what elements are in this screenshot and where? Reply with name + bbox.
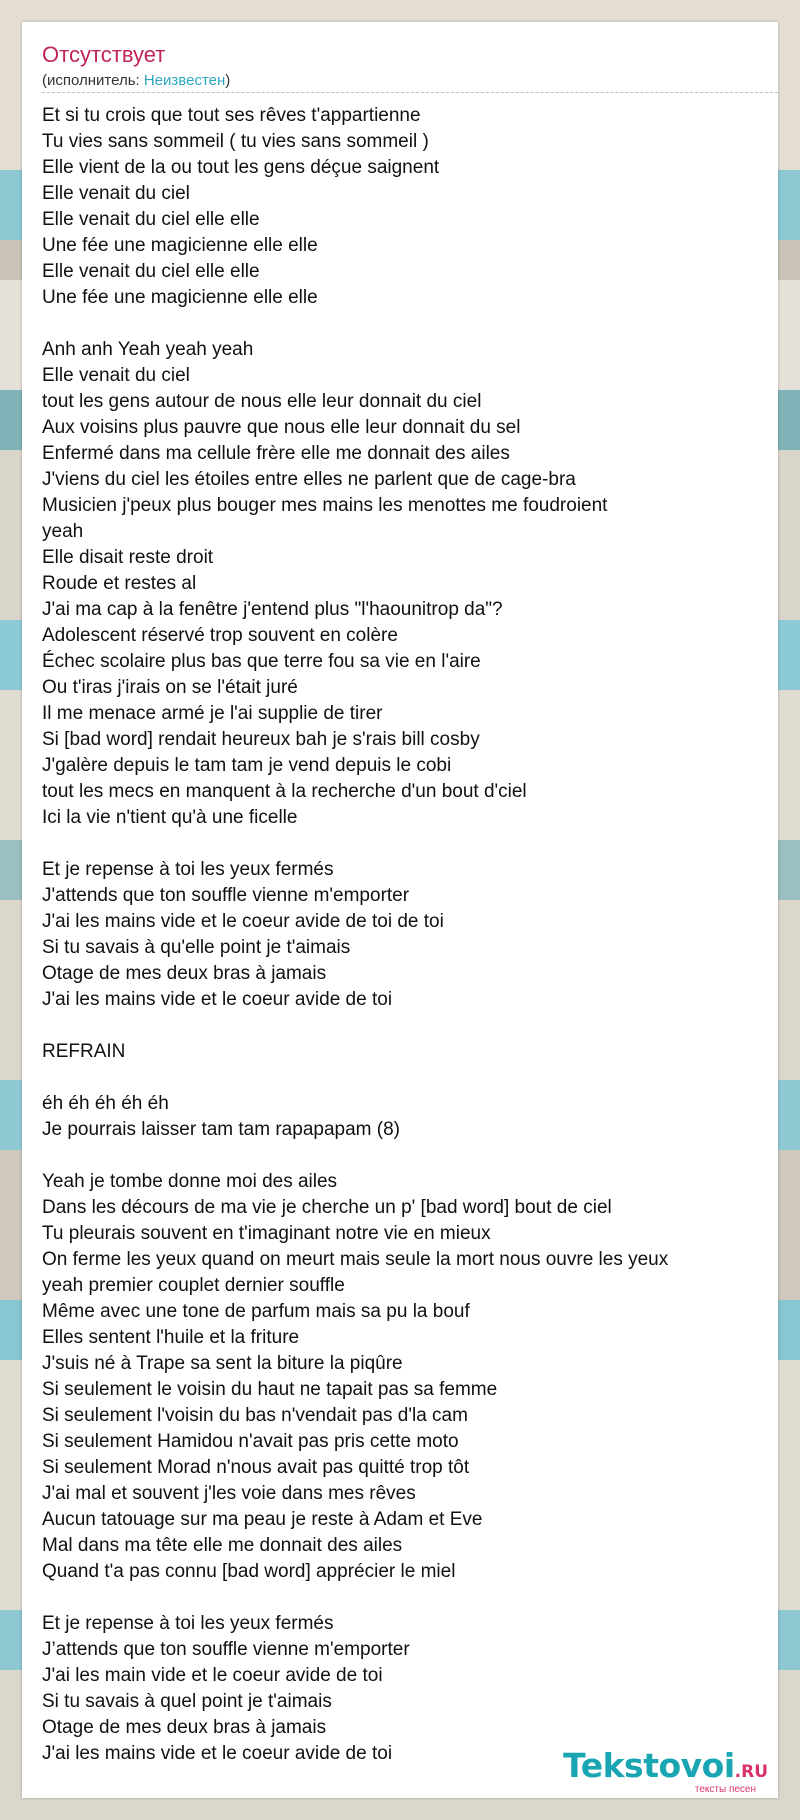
performer-suffix: ) (225, 72, 231, 89)
lyric-line: Aux voisins plus pauvre que nous elle leur donnait du sel (42, 417, 521, 438)
lyric-blank-line (42, 311, 782, 337)
lyric-line: Si seulement l'voisin du bas n'vendait pas d'la cam (42, 1405, 468, 1426)
logo-tld: .RU (734, 1762, 768, 1782)
lyric-line: Adolescent réservé trop souvent en colère (42, 625, 398, 646)
lyric-line: Je pourrais laisser tam tam rapapapam (8) (42, 1119, 400, 1140)
lyric-line: Si tu savais à qu'elle point je t'aimais (42, 937, 351, 958)
lyric-line: yeah premier couplet dernier souffle (42, 1275, 345, 1296)
lyric-line: Roude et restes al (42, 573, 197, 594)
title-divider (42, 92, 778, 93)
song-title: Отсутствует (42, 42, 166, 67)
lyric-line: J'ai les mains vide et le coeur avide de toi (42, 989, 393, 1010)
lyric-line: J'ai les mains vide et le coeur avide de toi de toi (42, 911, 444, 932)
lyric-blank-line (42, 1143, 782, 1169)
lyric-line: Si tu savais à quel point je t'aimais (42, 1691, 332, 1712)
lyric-line: Une fée une magicienne elle elle (42, 235, 318, 256)
lyrics-card (22, 22, 778, 1798)
lyric-line: Aucun tatouage sur ma peau je reste à Adam et Eve (42, 1509, 483, 1530)
site-logo[interactable] (563, 1746, 768, 1798)
lyric-line: Et je repense à toi les yeux fermés (42, 1613, 334, 1634)
lyric-line: Tu vies sans sommeil ( tu vies sans sommeil ) (42, 131, 429, 152)
lyric-line: Ici la vie n'tient qu'à une ficelle (42, 807, 298, 828)
lyric-blank-line (42, 1013, 782, 1039)
lyric-line: Si [bad word] rendait heureux bah je s'rais bill cosby (42, 729, 480, 750)
lyric-line: Et si tu crois que tout ses rêves t'appartienne (42, 105, 421, 126)
lyric-line: On ferme les yeux quand on meurt mais seule la mort nous ouvre les yeux (42, 1249, 669, 1270)
logo-name: Tekstovoi (563, 1746, 735, 1785)
lyric-line: Si seulement Morad n'nous avait pas quitté trop tôt (42, 1457, 470, 1478)
lyric-blank-line (42, 831, 782, 857)
performer-line (42, 72, 230, 90)
lyric-line: J'ai les main vide et le coeur avide de toi (42, 1665, 383, 1686)
lyric-line: éh éh éh éh éh (42, 1093, 169, 1114)
lyric-line: tout les gens autour de nous elle leur donnait du ciel (42, 391, 482, 412)
lyric-line: REFRAIN (42, 1041, 126, 1062)
lyric-blank-line (42, 1585, 782, 1611)
lyric-line: J'suis né à Trape sa sent la biture la piqûre (42, 1353, 403, 1374)
lyric-line: J'ai mal et souvent j'les voie dans mes rêves (42, 1483, 416, 1504)
lyric-line: Elle venait du ciel elle elle (42, 261, 260, 282)
lyric-line: Si seulement le voisin du haut ne tapait pas sa femme (42, 1379, 498, 1400)
logo-tagline: тексты песен (694, 1784, 756, 1795)
lyric-line: Ou t'iras j'irais on se l'était juré (42, 677, 298, 698)
lyric-line: Enfermé dans ma cellule frère elle me donnait des ailes (42, 443, 510, 464)
lyric-line: Yeah je tombe donne moi des ailes (42, 1171, 338, 1192)
lyric-line: Otage de mes deux bras à jamais (42, 963, 327, 984)
lyrics-body (42, 103, 782, 1767)
lyric-line: Elle venait du ciel (42, 183, 190, 204)
lyric-line: Musicien j'peux plus bouger mes mains les menottes me foudroient (42, 495, 608, 516)
lyric-line: J'viens du ciel les étoiles entre elles ne parlent que de cage-bra (42, 469, 576, 490)
lyric-line: Il me menace armé je l'ai supplie de tirer (42, 703, 383, 724)
lyric-line: Si seulement Hamidou n'avait pas pris cette moto (42, 1431, 459, 1452)
lyric-line: Otage de mes deux bras à jamais (42, 1717, 327, 1738)
lyric-line: Tu pleurais souvent en t'imaginant notre vie en mieux (42, 1223, 491, 1244)
lyric-line: Mal dans ma tête elle me donnait des ailes (42, 1535, 403, 1556)
lyric-line: J'galère depuis le tam tam je vend depuis le cobi (42, 755, 452, 776)
lyric-line: tout les mecs en manquent à la recherche d'un bout d'ciel (42, 781, 527, 802)
lyric-line: Et je repense à toi les yeux fermés (42, 859, 334, 880)
performer-prefix: (исполнитель: (42, 72, 144, 89)
lyric-line: Même avec une tone de parfum mais sa pu la bouf (42, 1301, 470, 1322)
lyric-line: J'ai ma cap à la fenêtre j'entend plus "l'haounitrop da"? (42, 599, 503, 620)
lyric-line: Quand t'a pas connu [bad word] apprécier le miel (42, 1561, 456, 1582)
lyric-line: J'attends que ton souffle vienne m'emporter (42, 885, 410, 906)
lyric-line: Une fée une magicienne elle elle (42, 287, 318, 308)
lyric-line: Elle venait du ciel (42, 365, 190, 386)
lyric-line: J'ai les mains vide et le coeur avide de toi (42, 1743, 393, 1764)
lyric-line: Elle venait du ciel elle elle (42, 209, 260, 230)
lyric-line: Elle disait reste droit (42, 547, 214, 568)
lyric-line: Échec scolaire plus bas que terre fou sa vie en l'aire (42, 651, 481, 672)
lyric-line: Elles sentent l'huile et la friture (42, 1327, 300, 1348)
lyric-line: yeah (42, 521, 84, 542)
lyric-line: Dans les décours de ma vie je cherche un p' [bad word] bout de ciel (42, 1197, 612, 1218)
lyric-line: J’attends que ton souffle vienne m'emporter (42, 1639, 410, 1660)
lyric-line: Anh anh Yeah yeah yeah (42, 339, 254, 360)
lyric-blank-line (42, 1065, 782, 1091)
lyric-line: Elle vient de la ou tout les gens déçue saignent (42, 157, 440, 178)
performer-link[interactable]: Неизвестен (143, 72, 226, 89)
